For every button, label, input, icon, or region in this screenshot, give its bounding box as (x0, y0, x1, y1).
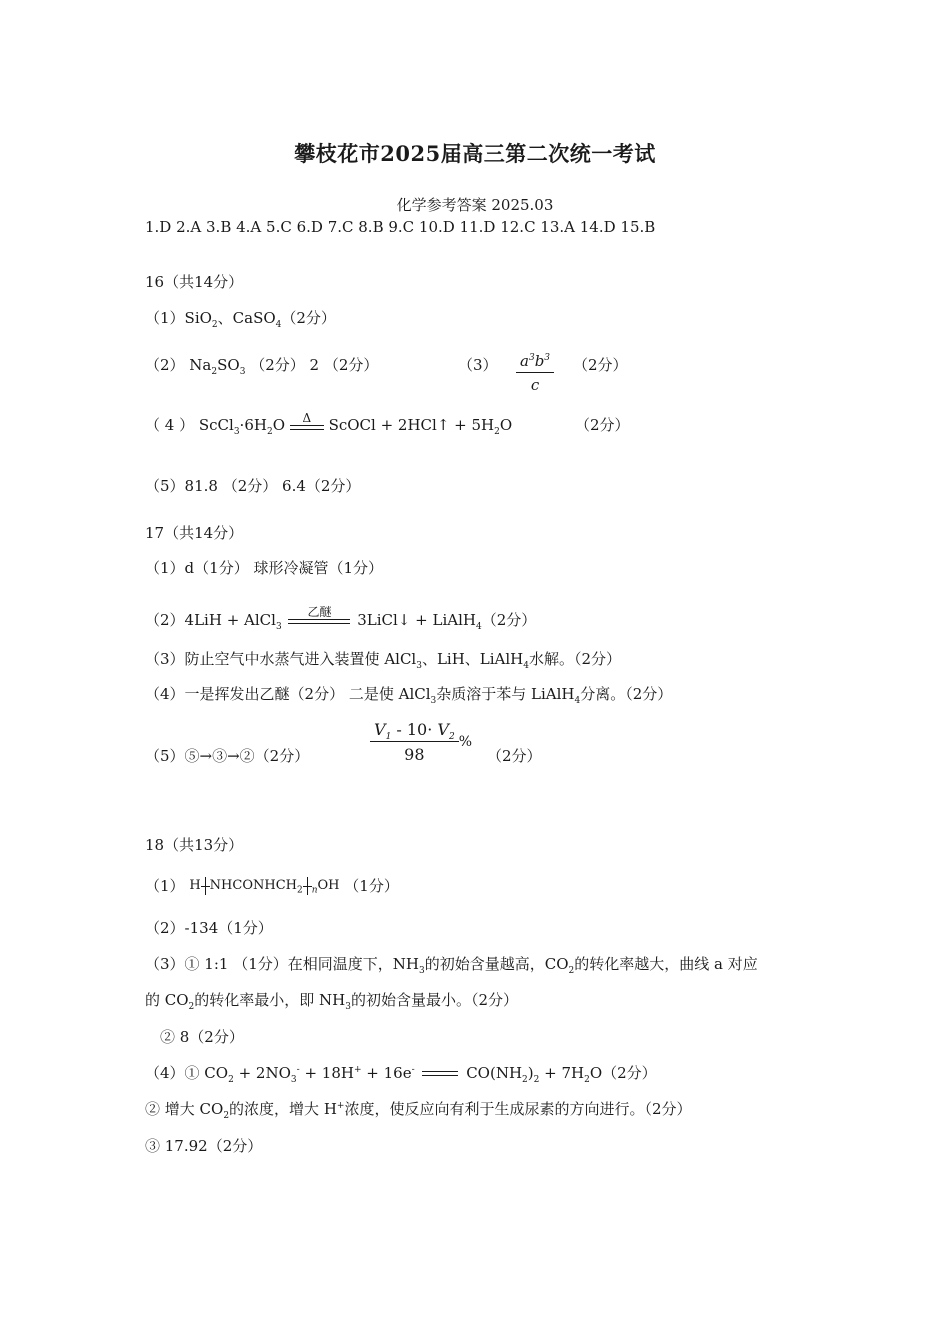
q18-part4-line2: ② 增大 $CO_2$的浓度，增大 H+浓度，使反应向有利于生成尿素的方向进行。（2分） (145, 1100, 692, 1121)
q18-part2: （2）-134（1分） (145, 919, 273, 937)
q18-part3-sub2: ② 8（2分） (160, 1028, 244, 1046)
q17-part1: （1）d（1分） 球形冷凝管（1分） (145, 559, 384, 577)
q17-part2: （2）4LiH + AlCl$_3$ 乙醚 3LiCl↓ + LiAlH$_4$（2分） (145, 605, 537, 632)
ether-condition: 乙醚 (288, 606, 350, 624)
heating-condition: Δ (290, 412, 324, 430)
q16-part3-score: （2分） (573, 356, 628, 374)
q18-part4-line1: （4）① $CO_2 + 2NO_3^- + 18H^+ + 16e^-$ $CO(NH_2)_2 + 7H_2O(2$分） (145, 1064, 657, 1085)
choice-answers: 1.D 2.A 3.B 4.A 5.C 6.D 7.C 8.B 9.C 10.D 11.D 12.C 13.A 14.D 15.B (145, 218, 656, 236)
q17-part5: （5）⑤→③→②（2分） (145, 747, 310, 765)
q16-part3-label: （3） (458, 356, 498, 374)
q18-part3-line1: （3）① 1:1 （1分）在相同温度下，$NH_3$的初始含量越高，$CO_2$的转化率越大，曲线 a 对应 (145, 955, 758, 976)
document-title: 攀枝花市2025届高三第二次统一考试 (294, 141, 656, 166)
polymer-formula: H $NHCONHCH_2$ $_n$OH (189, 878, 340, 896)
q17-header: 17（共14分） (145, 524, 244, 542)
q18-part4-line3: ③ 17.92（2分） (145, 1137, 263, 1155)
q18-header: 18（共13分） (145, 836, 244, 854)
q18-part1: （1） H $NHCONHCH_2$ $_n$OH （1分） (145, 877, 399, 896)
q16-part1: （1）SiO$_2$、CaSO$_4$（2分） (145, 309, 336, 330)
q17-part5-fraction: $\frac{V_1 - 10\cdot V_2}{98}$ % (370, 720, 472, 764)
equals-sign (422, 1071, 458, 1076)
q17-part4: （4）一是挥发出乙醚（2分） 二是使 AlCl$_3$杂质溶于苯与 LiAlH$_4$分离。（2分） (145, 685, 673, 706)
q17-part3: （3）防止空气中水蒸气进入装置使 AlCl$_3$、LiH、LiAlH$_4$水解。（2分） (145, 650, 622, 671)
q16-part2: （2） $Na_2SO_3$ （2分） 2 （2分） (145, 356, 379, 377)
q18-part3-line2: 的 $CO_2$的转化率最小，即 $NH_3$的初始含量最小。（2分） (145, 991, 519, 1012)
q16-part3-fraction: $\frac{a^3b^3}{c}$ (516, 352, 554, 394)
q17-part5-score: （2分） (487, 747, 542, 765)
q16-part4-score: （2分） (575, 416, 630, 434)
q16-part4: （ 4 ） $ScCl_3\cdot 6H_2O$ Δ ScOCl + 2HCl↑ + $5H_2O$ (145, 411, 513, 437)
document-subtitle: 化学参考答案 2025.03 (396, 196, 554, 214)
q16-header: 16（共14分） (145, 273, 244, 291)
q16-part5: （5）81.8 （2分） 6.4（2分） (145, 477, 361, 495)
